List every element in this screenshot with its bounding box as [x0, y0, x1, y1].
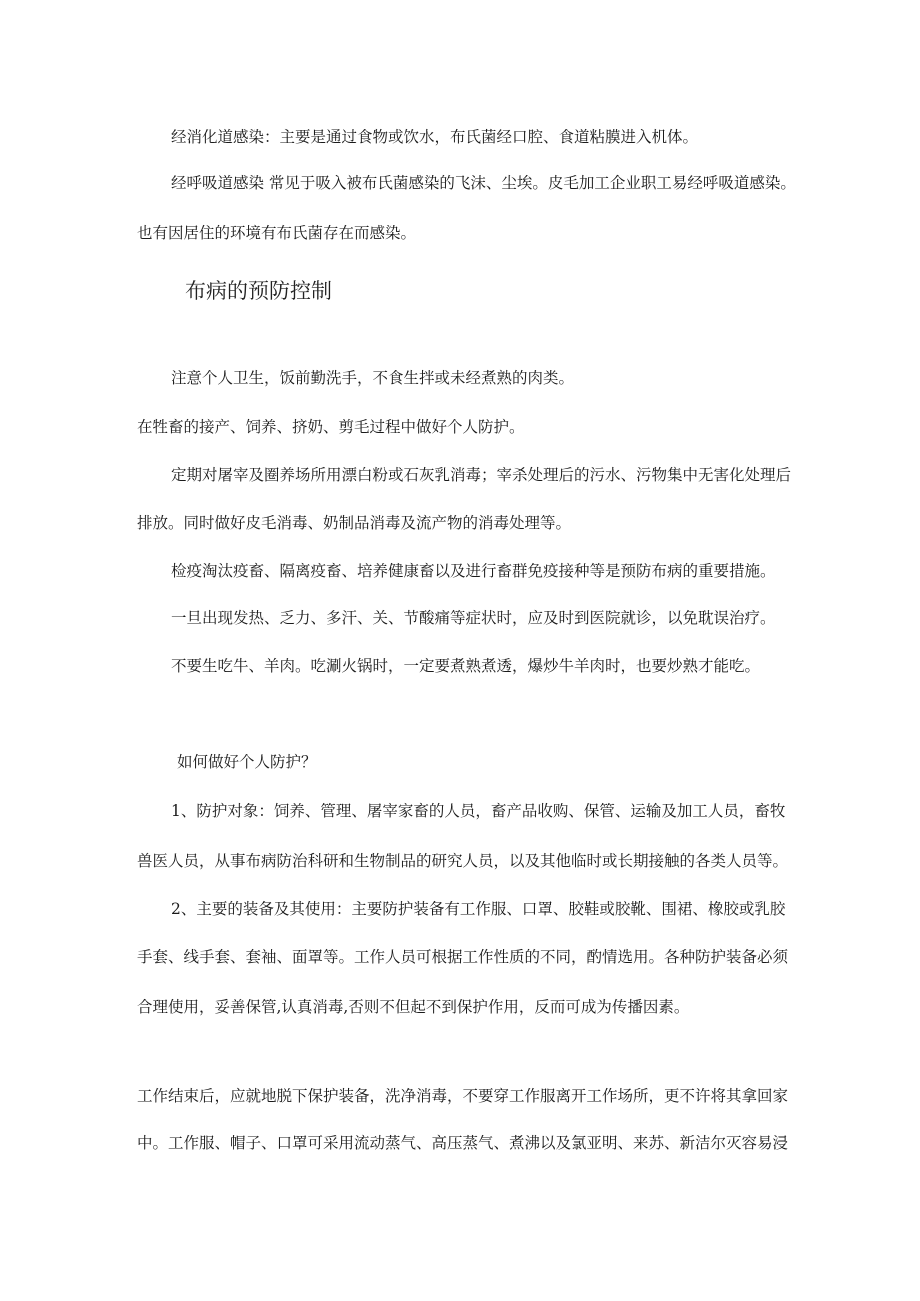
list-item-equipment-line2: 手套、线手套、套袖、面罩等。工作人员可根据工作性质的不同，酌情选用。各种防护装备必须	[137, 948, 789, 966]
paragraph-digestive-infection: 经消化道感染：主要是通过食物或饮水，布氏菌经口腔、食道粘膜进入机体。	[171, 128, 699, 146]
paragraph-livestock-protection: 在牲畜的接产、饲养、挤奶、剪毛过程中做好个人防护。	[137, 418, 525, 436]
paragraph-respiratory-infection-line1: 经呼吸道感染 常见于吸入被布氏菌感染的飞沫、尘埃。皮毛加工企业职工易经呼吸道感染。	[171, 174, 796, 192]
paragraph-quarantine: 检疫淘汰疫畜、隔离疫畜、培养健康畜以及进行畜群免疫接种等是预防布病的重要措施。	[171, 562, 776, 580]
paragraph-food-safety: 不要生吃牛、羊肉。吃涮火锅时，一定要煮熟煮透，爆炒牛羊肉时，也要炒熟才能吃。	[171, 657, 761, 675]
subheading-personal-protection: 如何做好个人防护？	[177, 753, 317, 771]
paragraph-disinfection-line2: 排放。同时做好皮毛消毒、奶制品消毒及流产物的消毒处理等。	[137, 514, 572, 532]
paragraph-hygiene: 注意个人卫生，饭前勤洗手，不食生拌或未经煮熟的肉类。	[171, 369, 575, 387]
paragraph-after-work-line2: 中。工作服、帽子、口罩可采用流动蒸气、高压蒸气、煮沸以及氯亚明、来苏、新洁尔灭容易浸	[137, 1134, 789, 1152]
list-item-equipment-line1: 2、主要的装备及其使用：主要防护装备有工作服、口罩、胶鞋或胶靴、围裙、橡胶或乳胶	[171, 900, 786, 918]
paragraph-respiratory-infection-line2: 也有因居住的环境有布氏菌存在而感染。	[137, 224, 417, 242]
section-heading-prevention: 布病的预防控制	[185, 279, 332, 303]
paragraph-disinfection-line1: 定期对屠宰及圈养场所用漂白粉或石灰乳消毒；宰杀处理后的污水、污物集中无害化处理后	[171, 466, 792, 484]
paragraph-symptoms: 一旦出现发热、乏力、多汗、关、节酸痛等症状时，应及时到医院就诊，以免耽误治疗。	[171, 609, 776, 627]
list-item-protection-targets-line1: 1、防护对象：饲养、管理、屠宰家畜的人员，畜产品收购、保管、运输及加工人员，畜牧	[171, 802, 786, 820]
paragraph-after-work-line1: 工作结束后，应就地脱下保护装备，洗净消毒，不要穿工作服离开工作场所，更不许将其拿回家	[137, 1087, 789, 1105]
list-item-protection-targets-line2: 兽医人员，从事布病防治科研和生物制品的研究人员，以及其他临时或长期接触的各类人员等。	[137, 852, 789, 870]
list-item-equipment-line3: 合理使用，妥善保管,认真消毒,否则不但起不到保护作用，反而可成为传播因素。	[137, 998, 690, 1016]
